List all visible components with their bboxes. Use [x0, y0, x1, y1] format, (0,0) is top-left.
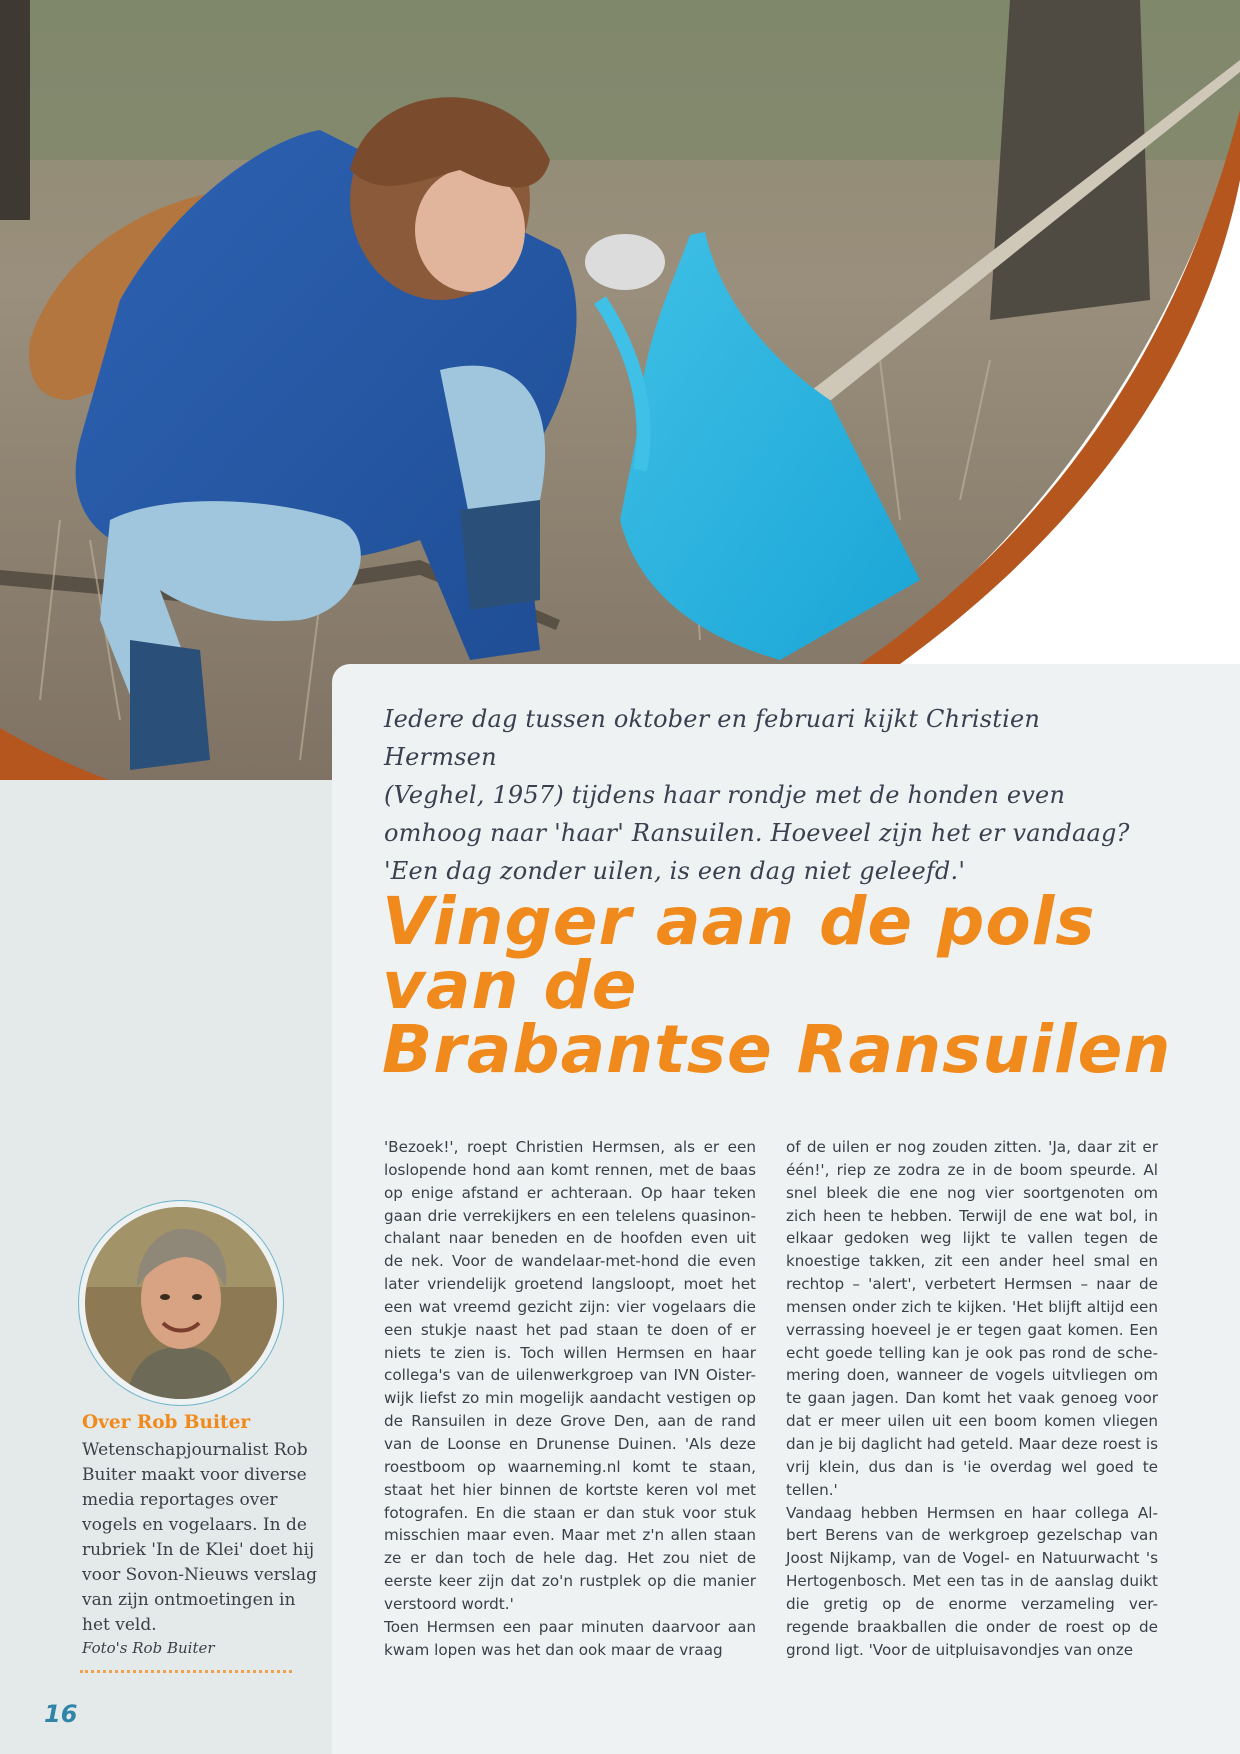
- author-avatar: [78, 1200, 284, 1406]
- title-line: van de: [382, 947, 638, 1024]
- author-bio: Wetenschapjournalist Rob Buiter maakt voor diverse media reportages over vogels en vogelaars. In de rubriek 'In de Klei' doet hij voor Sovon-Nieuws verslag van zijn ontmoetingen in het veld.: [82, 1440, 317, 1635]
- paragraph: Toen Hermsen een paar minuten daarvoor aan kwam lopen was het dan ook maar de vraag: [384, 1617, 756, 1659]
- intro-line: omhoog naar 'haar' Ransuilen. Hoeveel zijn het er vandaag?: [384, 819, 1130, 847]
- author-heading: Over Rob Buiter: [82, 1412, 251, 1433]
- photo-credit: Foto's Rob Buiter: [82, 1639, 215, 1657]
- intro-line: 'Een dag zonder uilen, is een dag niet geleefd.': [384, 857, 966, 885]
- title-line: Brabantse Ransuilen: [382, 1011, 1172, 1088]
- dotted-divider: [80, 1670, 292, 1673]
- title-line: Vinger aan de pols: [382, 883, 1096, 960]
- article-title: [382, 883, 1202, 1088]
- author-info: [82, 1410, 324, 1658]
- paragraph: 'Bezoek!', roept Christien Hermsen, als er een loslopende hond aan komt rennen, met de baas op enige afstand er achteraan. Op haar teken gaan drie verrekijkers en een telelens quasinon-chalant naar beneden en de hoofden even uit de nek. Voor de wandelaar-met-hond die even later vriendelijk groetend langsloopt, moet het een wat vreemd gezicht zijn: vier vogelaars die een stukje naast het pad staan te doen of er niets te zien is. Toch willen Hermsen en haar collega's van de uilenwerkgroep van IVN Oister-wijk liefst zo min mogelijk aandacht vestigen op de Ransuilen in deze Grove Den, aan de rand van de Loonse en Drunense Duinen. 'Als deze roestboom op waarneming.nl komt te staan, staat het hier binnen de kortste keren vol met fotografen. En die staan er dan stuk voor stuk misschien maar even. Maar met z'n allen staan ze er dan toch de hele dag. Het zou niet de eerste keer zijn dat zo'n rustplek op die manier verstoord wordt.': [384, 1138, 756, 1613]
- article-column-1: [384, 1136, 756, 1661]
- intro-line: Iedere dag tussen oktober en februari kijkt Christien Hermsen: [384, 705, 1041, 771]
- paragraph: Vandaag hebben Hermsen en haar collega Al-bert Berens van de werkgroep gezelschap van Joost Nijkamp, van de Vogel- en Natuurwacht 's Hertogenbosch. Met een tas in de aanslag duikt die gretig op de enorme verzameling ver-regende braakballen die onder de roest op de grond ligt. 'Voor de uitpluisavondjes van onze: [786, 1503, 1158, 1659]
- intro-lead: [384, 700, 1144, 890]
- paragraph: of de uilen er nog zouden zitten. 'Ja, daar zit er één!', riep ze zodra ze in de boom speurde. Al snel bleek die ene nog vier soortgenoten om zich heen te hebben. Terwijl de ene wat bol, in elkaar gedoken weg lijkt te vallen tegen de knoestige takken, zit een ander heel smal en rechtop – 'alert', verbetert Hermsen – naar de mensen onder zich te kijken. 'Het blijft altijd een verrassing hoeveel je er tegen gaat komen. Een echt goede telling kan je ook pas rond de sche-mering doen, wanneer de vogels uitvliegen om te gaan jagen. Dan komt het vaak genoeg voor dat er meer uilen uit een boom komen vliegen dan je bij daglicht had geteld. Maar deze roest is vrij klein, dus dan is 'ie overdag wel goed te tellen.': [786, 1138, 1158, 1499]
- article-column-2: [786, 1136, 1158, 1661]
- intro-line: (Veghel, 1957) tijdens haar rondje met de honden even: [384, 781, 1066, 809]
- author-photo: [85, 1207, 277, 1399]
- page-number: 16: [44, 1700, 78, 1728]
